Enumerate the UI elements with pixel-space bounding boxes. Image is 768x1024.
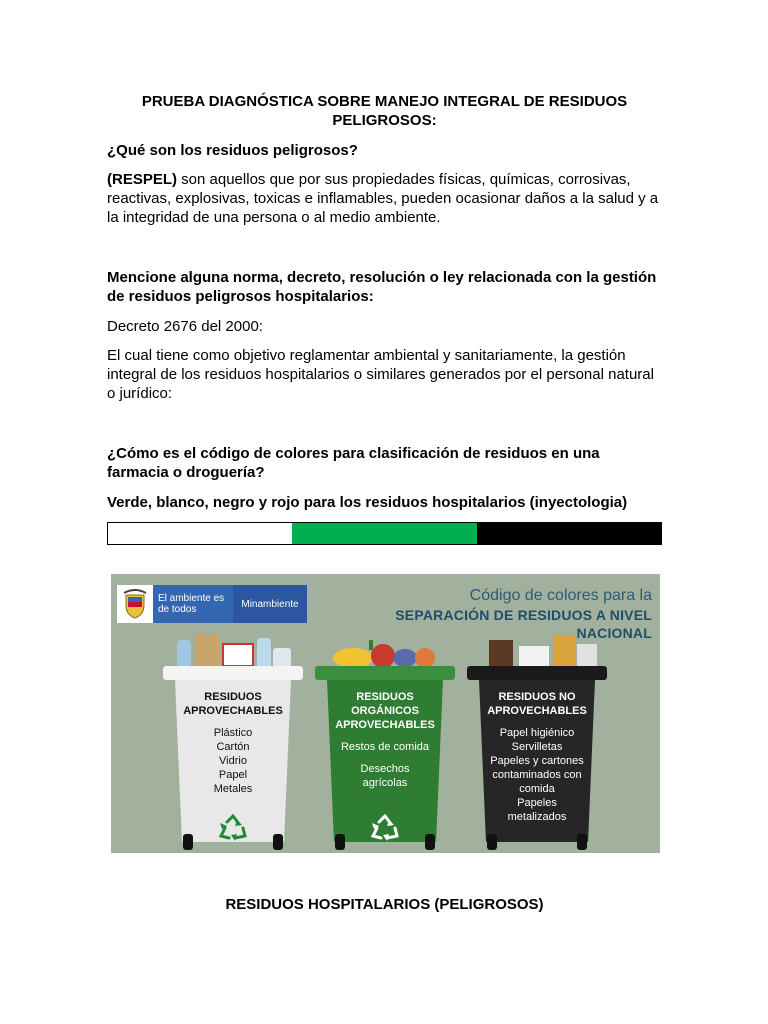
bin-item: Papel: [218, 769, 248, 781]
answer-1: [107, 170, 665, 227]
bin-item: Papel higiénico: [499, 727, 575, 739]
coat-of-arms-icon: [117, 585, 153, 623]
bin-black-wheel: [487, 834, 497, 850]
bin-black-lid: [467, 666, 607, 680]
bin-item: Plástico: [213, 727, 253, 739]
bin-black: [471, 666, 603, 844]
bin-green-wheel: [335, 834, 345, 850]
color-swatch-green: [292, 523, 476, 544]
bin-heading-line: APROVECHABLES: [487, 705, 587, 717]
recycle-icon: [369, 814, 401, 842]
bin-white-label: [167, 690, 299, 796]
color-code-bar: [107, 522, 662, 545]
spacer: [167, 718, 299, 726]
answer-2-description: El cual tiene como objetivo reglamentar ambiental y sanitariamente, la gestión integral de los residuos hospitalarios o similares generados por el personal natural o jurídico:: [107, 347, 654, 402]
section-caption: RESIDUOS HOSPITALARIOS (PELIGROSOS): [225, 896, 544, 913]
question-3: ¿Cómo es el código de colores para clasificación de residuos en una farmacia o droguería?: [107, 445, 600, 481]
bin-item: Restos de comida: [340, 741, 430, 753]
bin-item: [319, 754, 451, 762]
bin-heading-line: RESIDUOS: [204, 691, 262, 703]
bin-heading-line: ORGÁNICOS: [351, 705, 419, 717]
answer-2-decree: Decreto 2676 del 2000:: [107, 318, 263, 335]
bin-black-label: [471, 690, 603, 824]
infographic-title-line2: SEPARACIÓN DE RESIDUOS A NIVEL NACIONAL: [395, 607, 652, 641]
recycle-icon: [217, 814, 249, 842]
bin-item: Papeles: [517, 797, 557, 809]
color-swatch-white: [108, 523, 292, 544]
answer-3: Verde, blanco, negro y rojo para los residuos hospitalarios (inyectologia): [107, 494, 628, 511]
logo-slogan: El ambiente es de todos: [153, 585, 233, 623]
bin-item: Metales: [213, 783, 253, 795]
question-2: Mencione alguna norma, decreto, resolución o ley relacionada con la gestión de residuos peligrosos hospitalarios:: [107, 269, 657, 305]
answer-1-text: son aquellos que por sus propiedades físicas, químicas, corrosivas, reactivas, explosivas, toxicas e inflamables, pueden ocasionar daños a la salud y a la integridad de una persona o al medio ambiente.: [107, 171, 659, 226]
bin-green-wheel: [425, 834, 435, 850]
bin-item: Servilletas: [511, 741, 563, 753]
bin-green-lid: [315, 666, 455, 680]
color-swatch-black: [477, 523, 661, 544]
non-recyclables-pile-illustration: [483, 628, 603, 668]
bin-green-label: [319, 690, 451, 790]
recyclables-pile-illustration: [167, 630, 297, 670]
bin-heading-line: APROVECHABLES: [183, 705, 283, 717]
bin-item: comida: [519, 783, 555, 795]
bin-item: Papeles y cartones: [490, 755, 584, 767]
logo-ministry: Minambiente: [233, 585, 307, 623]
bin-green: [319, 666, 451, 844]
bin-black-wheel: [577, 834, 587, 850]
waste-separation-infographic: [111, 574, 660, 853]
bin-white-wheel: [273, 834, 283, 850]
spacer: [319, 732, 451, 740]
bin-item: Desechos: [360, 763, 410, 775]
bin-item: agrícolas: [362, 777, 408, 789]
spacer: [471, 718, 603, 726]
bin-heading-line: RESIDUOS: [356, 691, 414, 703]
bin-white: [167, 666, 299, 844]
bin-item: Vidrio: [219, 755, 247, 767]
bin-item: Cartón: [216, 741, 250, 753]
bin-item: contaminados con: [492, 769, 582, 781]
government-logo: [117, 585, 307, 623]
bin-white-lid: [163, 666, 303, 680]
infographic-title-line1: Código de colores para la: [469, 587, 652, 604]
answer-1-term: (RESPEL): [107, 171, 178, 188]
organic-pile-illustration: [323, 634, 443, 670]
bin-item: metalizados: [507, 811, 567, 823]
bin-heading-line: APROVECHABLES: [335, 719, 435, 731]
document-title: PRUEBA DIAGNÓSTICA SOBRE MANEJO INTEGRAL DE RESIDUOS PELIGROSOS:: [141, 93, 628, 129]
question-1: ¿Qué son los residuos peligrosos?: [107, 142, 358, 159]
bin-white-wheel: [183, 834, 193, 850]
bin-heading-line: RESIDUOS NO: [498, 691, 576, 703]
